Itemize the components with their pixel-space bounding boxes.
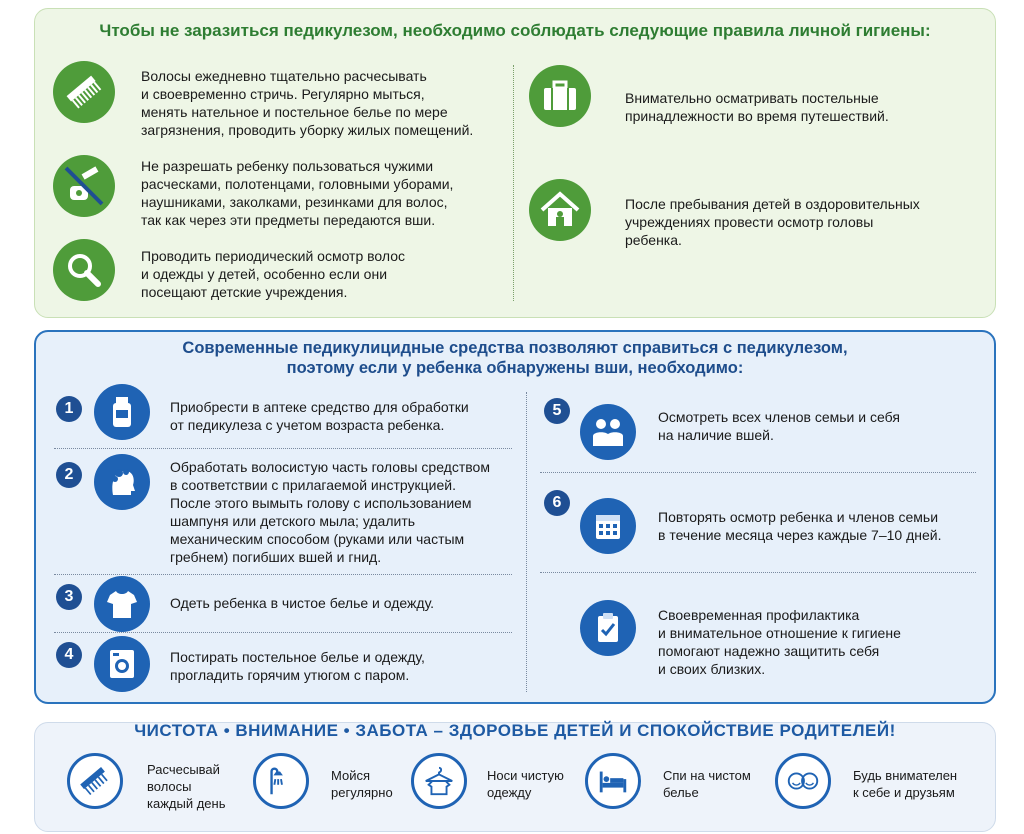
clothes-hanger-icon <box>411 753 467 809</box>
step-number: 2 <box>56 462 82 488</box>
step-number: 3 <box>56 584 82 610</box>
slogan-item-5: Будь внимателен к себе и друзьям <box>853 768 958 800</box>
step-number: 5 <box>544 398 570 424</box>
treatment-step-2: Обработать волосистую часть головы средством в соответствии с прилагаемой инструкцией. После этого вымыть голову с использованием шампуня или детского мыла; удалить механическим способом (руками или частым гребнем) погибших вшей и гнид. <box>170 459 490 565</box>
bed-icon <box>585 753 641 809</box>
divider <box>540 472 976 473</box>
hygiene-rule-1: Волосы ежедневно тщательно расчесывать и своевременно стричь. Регулярно мыться, менять нательное и постельное белье по мере загрязнения, проводить уборку жилых помещений. <box>141 68 474 138</box>
calendar-icon <box>580 498 636 554</box>
step-number: 4 <box>56 642 82 668</box>
divider <box>526 392 527 692</box>
hygiene-title: Чтобы не заразиться педикулезом, необходимо соблюдать следующие правила личной гигиены: <box>99 21 931 40</box>
treatment-step-6: Повторять осмотр ребенка и членов семьи в течение месяца через каждые 7–10 дней. <box>658 509 942 543</box>
shower-icon <box>253 753 309 809</box>
comb-icon <box>53 61 115 123</box>
slogan-item-4: Спи на чистом белье <box>663 768 751 800</box>
treatment-panel <box>34 330 996 704</box>
comb-icon <box>67 753 123 809</box>
clipboard-check-icon <box>580 600 636 656</box>
divider <box>54 632 512 633</box>
step-number: 1 <box>56 396 82 422</box>
slogan-title: ЧИСТОТА • ВНИМАНИЕ • ЗАБОТА – ЗДОРОВЬЕ ДЕТЕЙ И СПОКОЙСТВИЕ РОДИТЕЛЕЙ! <box>134 721 896 740</box>
hygiene-rule-4: Внимательно осматривать постельные принадлежности во время путешествий. <box>625 90 889 124</box>
slogan-item-3: Носи чистую одежду <box>487 768 564 800</box>
family-icon <box>580 404 636 460</box>
step-number: 6 <box>544 490 570 516</box>
no-sharing-icon <box>53 155 115 217</box>
divider <box>540 572 976 573</box>
treatment-title-line-1: Современные педикулицидные средства позволяют справиться с педикулезом, <box>182 339 848 357</box>
washing-machine-icon <box>94 636 150 692</box>
divider <box>513 65 514 301</box>
divider <box>54 448 512 449</box>
friends-icon <box>775 753 831 809</box>
treatment-title <box>36 338 994 378</box>
treatment-step-3: Одеть ребенка в чистое белье и одежду. <box>170 595 435 611</box>
house-icon <box>529 179 591 241</box>
tshirt-icon <box>94 576 150 632</box>
hygiene-rule-3: Проводить периодический осмотр волос и одежды у детей, особенно если они посещают детские учреждения. <box>141 248 406 300</box>
prevention-text: Своевременная профилактика и внимательное отношение к гигиене помогают надежно защитить себя и своих близких. <box>658 607 901 677</box>
hygiene-rule-5: После пребывания детей в оздоровительных учреждениях провести осмотр головы ребенка. <box>625 196 920 248</box>
slogan-item-2: Мойся регулярно <box>331 768 393 800</box>
hygiene-rule-2: Не разрешать ребенку пользоваться чужими расческами, полотенцами, головными уборами, наушниками, заколками, резинками для волос, так как через эти предметы передаются вши. <box>141 158 454 228</box>
magnifier-icon <box>53 239 115 301</box>
divider <box>54 574 512 575</box>
hygiene-rules-panel <box>34 8 996 318</box>
treatment-step-4: Постирать постельное белье и одежду, прогладить горячим утюгом с паром. <box>170 649 425 683</box>
suitcase-icon <box>529 65 591 127</box>
head-wash-icon <box>94 454 150 510</box>
slogan-panel <box>34 722 996 832</box>
slogan-item-1: Расчесывай волосы каждый день <box>147 762 226 811</box>
treatment-step-5: Осмотреть всех членов семьи и себя на наличие вшей. <box>658 409 900 443</box>
treatment-step-1: Приобрести в аптеке средство для обработки от педикулеза с учетом возраста ребенка. <box>170 399 469 433</box>
pharmacy-bottle-icon <box>94 384 150 440</box>
treatment-title-line-2: поэтому если у ребенка обнаружены вши, необходимо: <box>286 359 744 377</box>
